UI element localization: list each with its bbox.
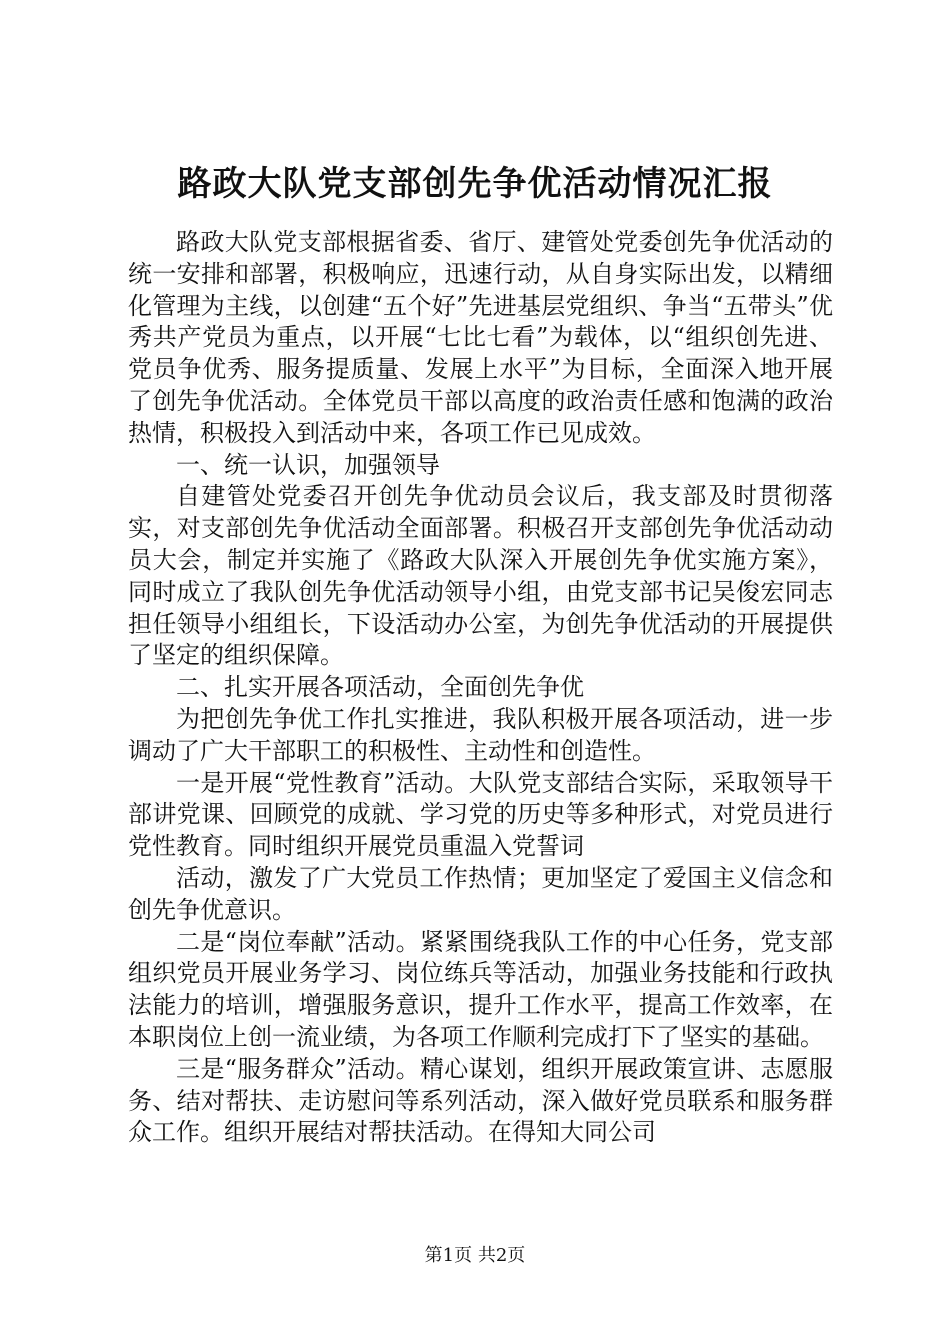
section-heading-2: 二、扎实开展各项活动，全面创先争优 (176, 673, 584, 702)
section-2-intro-paragraph: 为把创先争优工作扎实推进，我队积极开展各项活动，进一步调动了广大干部职工的积极性、主动性和创造性。 (128, 704, 833, 765)
section-heading-1: 一、统一认识，加强领导 (176, 450, 440, 479)
section-1-paragraph: 自建管处党委召开创先争优动员会议后，我支部及时贯彻落实，对支部创先争优活动全面部署。积极召开支部创先争优活动动员大会，制定并实施了《路政大队深入开展创先争优实施方案》，同时成立了我队创先争优活动领导小组，由党支部书记吴俊宏同志担任领导小组组长，下设活动办公室，为创先争优活动的开展提供了坚定的组织保障。 (128, 482, 833, 670)
document-title: 路政大队党支部创先争优活动情况汇报 (177, 164, 773, 204)
intro-paragraph: 路政大队党支部根据省委、省厅、建管处党委创先争优活动的统一安排和部署，积极响应，迅速行动，从自身实际出发，以精细化管理为主线，以创建“五个好”先进基层党组织、争当“五带头”优秀共产党员为重点，以开展“七比七看”为载体，以“组织创先进、党员争优秀、服务提质量、发展上水平”为目标，全面深入地开展了创先争优活动。全体党员干部以高度的政治责任感和饱满的政治热情，积极投入到活动中来，各项工作已见成效。 (128, 228, 833, 447)
activity-1-continued-paragraph: 活动，激发了广大党员工作热情；更加坚定了爱国主义信念和创先争优意识。 (128, 863, 833, 924)
activity-2-paragraph: 二是“岗位奉献”活动。紧紧围绕我队工作的中心任务，党支部组织党员开展业务学习、岗位练兵等活动，加强业务技能和行政执法能力的培训，增强服务意识，提升工作水平，提高工作效率，在本职岗位上创一流业绩，为各项工作顺利完成打下了坚实的基础。 (128, 927, 833, 1051)
activity-1-paragraph: 一是开展“党性教育”活动。大队党支部结合实际，采取领导干部讲党课、回顾党的成就、学习党的历史等多种形式，对党员进行党性教育。同时组织开展党员重温入党誓词 (128, 768, 833, 861)
document-body (128, 227, 833, 1149)
page-number-footer: 第1页 共2页 (424, 1245, 526, 1266)
activity-3-paragraph: 三是“服务群众”活动。精心谋划，组织开展政策宣讲、志愿服务、结对帮扶、走访慰问等系列活动，深入做好党员联系和服务群众工作。组织开展结对帮扶活动。在得知大同公司 (128, 1054, 833, 1147)
